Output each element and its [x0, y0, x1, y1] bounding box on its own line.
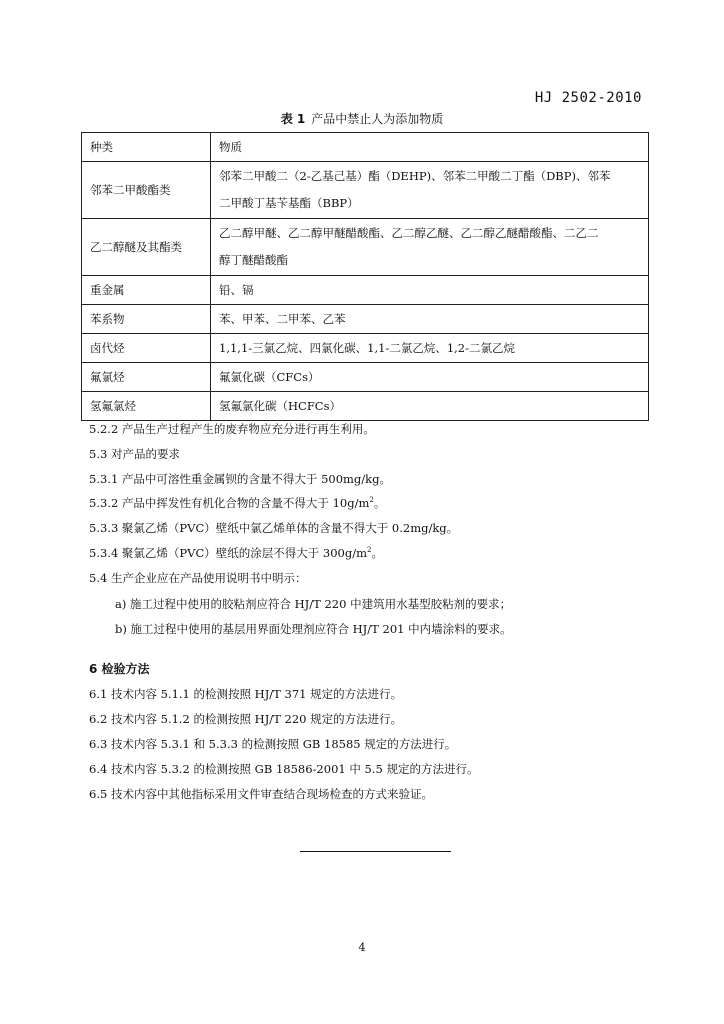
clause-6-3: 6.3 技术内容 5.3.1 和 5.3.3 的检测按照 GB 18585 规定的方法进行。 [89, 737, 457, 751]
clause-5-3-3: 5.3.3 聚氯乙烯（PVC）壁纸中氯乙烯单体的含量不得大于 0.2mg/kg。 [89, 521, 459, 535]
category-cell: 邻苯二甲酸酯类 [82, 162, 211, 219]
substance-cell: 铅、镉 [211, 276, 649, 305]
end-rule [300, 851, 451, 852]
clause-end: 。 [371, 546, 383, 560]
category-cell: 卤代烃 [82, 334, 211, 363]
substance-cell: 氟氯化碳（CFCs） [211, 363, 649, 392]
section-6-heading: 6 检验方法 [89, 662, 150, 676]
substance-line: 乙二醇甲醚、乙二醇甲醚醋酸酯、乙二醇乙醚、乙二醇乙醚醋酸酯、二乙二 [219, 226, 599, 240]
table-row [82, 392, 649, 421]
substance-cell: 苯、甲苯、二甲苯、乙苯 [211, 305, 649, 334]
table-row [82, 276, 649, 305]
clause-6-4: 6.4 技术内容 5.3.2 的检测按照 GB 18586-2001 中 5.5 规定的方法进行。 [89, 762, 479, 776]
substance-cell: 1,1,1-三氯乙烷、四氯化碳、1,1-二氯乙烷、1,2-二氯乙烷 [211, 334, 649, 363]
substance-line: 醇丁醚醋酸酯 [219, 253, 288, 267]
table-row [82, 162, 649, 219]
clause-5-3-2 [89, 495, 385, 511]
clause-5-4-a: a) 施工过程中使用的胶粘剂应符合 HJ/T 220 中建筑用水基型胶粘剂的要求； [115, 597, 512, 611]
category-cell: 重金属 [82, 276, 211, 305]
category-cell: 氢氟氯烃 [82, 392, 211, 421]
substance-line: 二甲酸丁基苄基酯（BBP） [219, 196, 359, 210]
clause-text: 5.3.2 产品中挥发性有机化合物的含量不得大于 10g/m [89, 496, 370, 510]
table-row [82, 219, 649, 276]
table-title: 产品中禁止人为添加物质 [311, 112, 444, 126]
substance-cell [211, 219, 649, 276]
clause-text: 5.3.4 聚氯乙烯（PVC）壁纸的涂层不得大于 300g/m [89, 546, 368, 560]
superscript: 2 [367, 546, 372, 555]
table-header-row [82, 133, 649, 162]
substance-cell: 氢氟氯化碳（HCFCs） [211, 392, 649, 421]
table-row [82, 334, 649, 363]
table-row [82, 363, 649, 392]
clause-6-5: 6.5 技术内容中其他指标采用文件审查结合现场检查的方式来验证。 [89, 787, 433, 801]
table-caption [0, 110, 724, 127]
clause-end: 。 [373, 496, 386, 510]
prohibited-substances-table [81, 132, 649, 421]
clause-5-2-2: 5.2.2 产品生产过程产生的废弃物应充分进行再生利用。 [89, 422, 375, 436]
table-number: 表 1 [280, 112, 306, 126]
clause-5-4: 5.4 生产企业应在产品使用说明书中明示： [89, 571, 307, 585]
page-number: 4 [358, 941, 366, 954]
clause-5-4-b: b) 施工过程中使用的基层用界面处理剂应符合 HJ/T 201 中内墙涂料的要求。 [115, 622, 512, 636]
clause-6-2: 6.2 技术内容 5.1.2 的检测按照 HJ/T 220 规定的方法进行。 [89, 712, 403, 726]
superscript: 2 [369, 496, 374, 505]
standard-code: HJ 2502-2010 [534, 90, 642, 106]
category-cell: 乙二醇醚及其酯类 [82, 219, 211, 276]
header-substance: 物质 [211, 133, 649, 162]
category-cell: 苯系物 [82, 305, 211, 334]
substance-cell [211, 162, 649, 219]
table-row [82, 305, 649, 334]
clause-6-1: 6.1 技术内容 5.1.1 的检测按照 HJ/T 371 规定的方法进行。 [89, 687, 403, 701]
clause-5-3-1: 5.3.1 产品中可溶性重金属钡的含量不得大于 500mg/kg。 [89, 472, 391, 486]
header-category: 种类 [82, 133, 211, 162]
category-cell: 氟氯烃 [82, 363, 211, 392]
clause-5-3-4 [89, 545, 383, 561]
clause-5-3: 5.3 对产品的要求 [89, 447, 180, 461]
substance-line: 邻苯二甲酸二（2-乙基己基）酯（DEHP)、邻苯二甲酸二丁酯（DBP)、邻苯 [219, 169, 611, 183]
